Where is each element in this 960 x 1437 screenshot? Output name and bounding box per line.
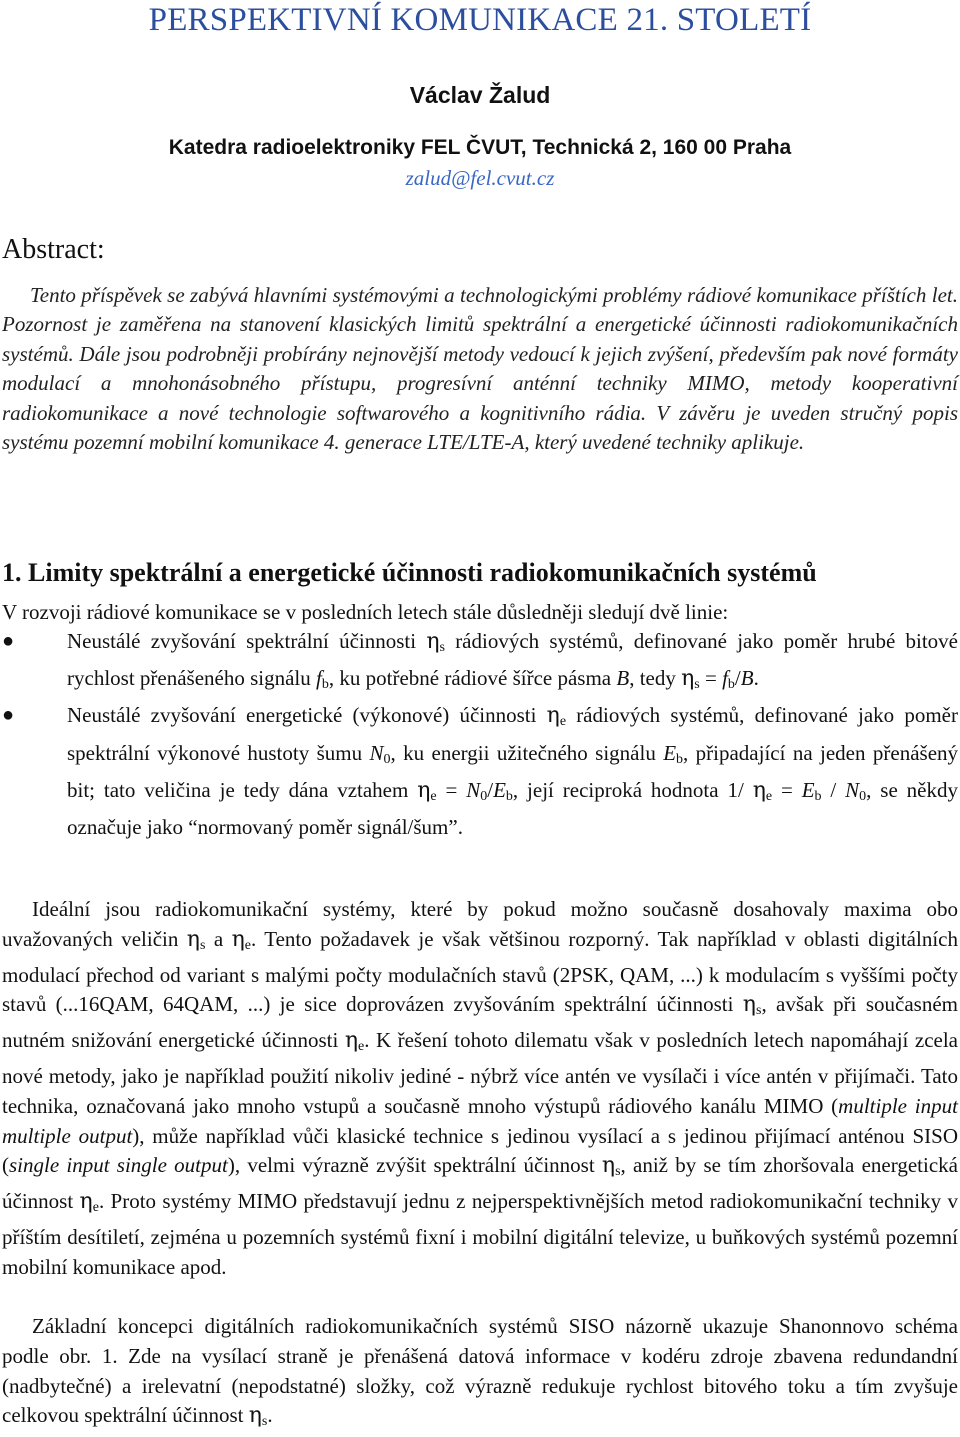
eta-symbol: η bbox=[186, 926, 200, 952]
eta-symbol: η bbox=[742, 992, 756, 1018]
subscript: e bbox=[358, 1039, 365, 1055]
bullet-item-energy bbox=[2, 700, 958, 843]
text: , se někdy označuje jako “normovaný poměr signál/šum”. bbox=[67, 777, 958, 840]
text: / bbox=[487, 777, 494, 802]
italic-term: multiple input multiple output bbox=[2, 1093, 958, 1148]
text: , aniž by se tím zhoršovala energetická účinnost bbox=[2, 1153, 958, 1214]
eta-symbol: η bbox=[426, 629, 440, 654]
symbol-N: N bbox=[369, 740, 384, 765]
eta-symbol: η bbox=[752, 777, 766, 803]
eta-symbol: η bbox=[546, 703, 560, 729]
symbol-f: f bbox=[316, 666, 322, 691]
subscript: e bbox=[765, 788, 773, 804]
subscript: s bbox=[694, 677, 700, 693]
symbol-E: E bbox=[493, 777, 506, 802]
affiliation: Katedra radioelektroniky FEL ČVUT, Technická 2, 160 00 Praha bbox=[168, 136, 792, 159]
subscript: b bbox=[676, 751, 684, 767]
subscript: e bbox=[430, 788, 437, 804]
bullet-icon: ● bbox=[2, 704, 15, 727]
text: . Tento požadavek je však většinou rozporný. Tak například v oblasti digitálních modulací přechod od variant s malými počty modulačních stavů (2PSK, QAM, ...) k modulacím s vyššími počty stavů (...16QAM, 64QAM, ...) je sice doprovázen zvyšováním spektrální účinnosti bbox=[2, 926, 958, 1017]
subscript: s bbox=[755, 1003, 762, 1019]
eta-symbol: η bbox=[344, 1028, 358, 1054]
bullet-icon: ● bbox=[2, 630, 15, 652]
text: = bbox=[436, 777, 467, 802]
author-name: Václav Žalud bbox=[409, 82, 551, 108]
paper-title: PERSPEKTIVNÍ KOMUNIKACE 21. STOLETÍ bbox=[148, 2, 812, 38]
text: . Proto systémy MIMO představují jednu z nejperspektivnějších metod radiokomunikační techniky v příštím desítiletí, zejména u pozemních systémů fixní i mobilní digitální televize, u buňkových systémů pozemní mobilní komunikace apod. bbox=[2, 1189, 958, 1279]
eta-symbol: η bbox=[417, 777, 431, 803]
body-paragraph-ideal bbox=[2, 895, 958, 1283]
body-paragraph-siso bbox=[2, 1312, 958, 1437]
text: , ku energii užitečného signálu bbox=[390, 740, 664, 765]
abstract-heading: Abstract: bbox=[2, 234, 105, 265]
subscript: b bbox=[727, 677, 735, 693]
symbol-B: B bbox=[616, 666, 630, 691]
subscript: b bbox=[505, 788, 513, 804]
eta-symbol: η bbox=[248, 1403, 262, 1429]
subscript: s bbox=[261, 1414, 268, 1430]
symbol-N: N bbox=[466, 777, 481, 802]
subscript: s bbox=[615, 1164, 621, 1180]
bullet-item-spectral bbox=[2, 626, 958, 700]
text: Ideální jsou radiokomunikační systémy, které by pokud možno současně dosahovaly maxima obo uvažovaných veličin bbox=[2, 897, 958, 951]
text: = bbox=[772, 777, 802, 802]
text: . bbox=[753, 666, 759, 691]
bullet-list bbox=[2, 626, 958, 843]
subscript: 0 bbox=[859, 788, 867, 804]
abstract-text: Tento příspěvek se zabývá hlavními systémovými a technologickými problémy rádiové komunikace příštích let. Pozornost je zaměřena na stanovení klasických limitů spektrální a energetické účinnosti radiokomunikačních systémů. Dále jsou podrobněji probírány nejnovější metody vedoucí k jejich zvýšení, především pak nové formáty modulací a mnohonásobného přístupu, progresívní anténní techniky MIMO, metody kooperativní radiokomunikace a nové technologie softwarového a kognitivního rádia. V závěru je uveden stručný popis systému pozemní mobilní komunikace 4. generace LTE/LTE-A, který uvedené techniky aplikuje. bbox=[2, 283, 958, 455]
text: , připadající na jeden přenášený bit; tato veličina je tedy dána vztahem bbox=[67, 740, 959, 802]
text: rádiových systémů, definované jako poměr hrubé bitové rychlost přenášeného signálu bbox=[67, 629, 958, 691]
text: Neustálé zvyšování energetické (výkonové) účinnosti bbox=[67, 703, 547, 728]
text: ), může například vůči klasické technice s jedinou vysílací a s jedinou přijímací anténou SISO ( bbox=[2, 1123, 958, 1178]
subscript: e bbox=[244, 937, 251, 953]
subscript: 0 bbox=[480, 788, 488, 804]
text: / bbox=[821, 777, 846, 802]
subscript: e bbox=[559, 714, 567, 730]
text: / bbox=[734, 666, 741, 691]
italic-term: single input single output bbox=[9, 1153, 228, 1178]
subscript: b bbox=[321, 677, 329, 693]
text: . K řešení tohoto dilematu však v posledních letech napomáhají zcela nové metody, jako je například použití nikoliv jediné - nýbrž více antén ve vysílači i více antén v přijímači. Tato technika, označovaná jako mnoho vstupů a současně mnoho výstupů rádiového kanálu MIMO ( bbox=[2, 1028, 958, 1118]
subscript: b bbox=[814, 788, 822, 804]
text: ), velmi výrazně zvýšit spektrální účinnost bbox=[227, 1153, 602, 1178]
eta-symbol: η bbox=[681, 666, 695, 692]
text: Základní koncepci digitálních radiokomunikačních systémů SISO názorně ukazuje Shanonnovo schéma podle obr. 1. Zde na vysílací straně je přenášená datová informace v kodéru zdroje zbavena redundandní (nadbytečné) a irelevatní (nepodstatné) složky, což výrazně redukuje rychlost bitového toku a tím zvyšuje celkovou spektrální účinnost bbox=[2, 1314, 958, 1428]
text: , její reciproká hodnota 1/ bbox=[512, 777, 753, 802]
text: , avšak při současném nutném snižování energetické účinnosti bbox=[2, 992, 958, 1053]
eta-symbol: η bbox=[79, 1189, 93, 1215]
subscript: 0 bbox=[383, 751, 391, 767]
section-intro: V rozvoji rádiové komunikace se v posledních letech stále důsledněji sledují dvě linie: bbox=[2, 600, 729, 624]
text: . bbox=[267, 1403, 273, 1428]
symbol-B: B bbox=[740, 666, 754, 691]
subscript: s bbox=[439, 640, 445, 655]
symbol-N: N bbox=[845, 777, 860, 802]
text: = bbox=[699, 666, 723, 691]
subscript: e bbox=[92, 1200, 99, 1216]
text: , tedy bbox=[629, 666, 682, 691]
text: , ku potřebné rádiové šířce pásma bbox=[328, 666, 617, 691]
text: Neustálé zvyšování spektrální účinnosti bbox=[67, 629, 427, 653]
eta-symbol: η bbox=[601, 1153, 616, 1179]
symbol-f: f bbox=[722, 666, 728, 691]
text: rádiových systémů, definované jako poměr spektrální výkonové hustoty šumu bbox=[67, 703, 958, 765]
subscript: s bbox=[199, 937, 206, 953]
section-heading: 1. Limity spektrální a energetické účinnosti radiokomunikačních systémů bbox=[2, 558, 817, 587]
eta-symbol: η bbox=[231, 926, 245, 952]
symbol-E: E bbox=[663, 740, 677, 765]
text: a bbox=[205, 926, 232, 951]
symbol-E: E bbox=[801, 777, 815, 802]
email-link[interactable]: zalud@fel.cvut.cz bbox=[405, 166, 555, 190]
